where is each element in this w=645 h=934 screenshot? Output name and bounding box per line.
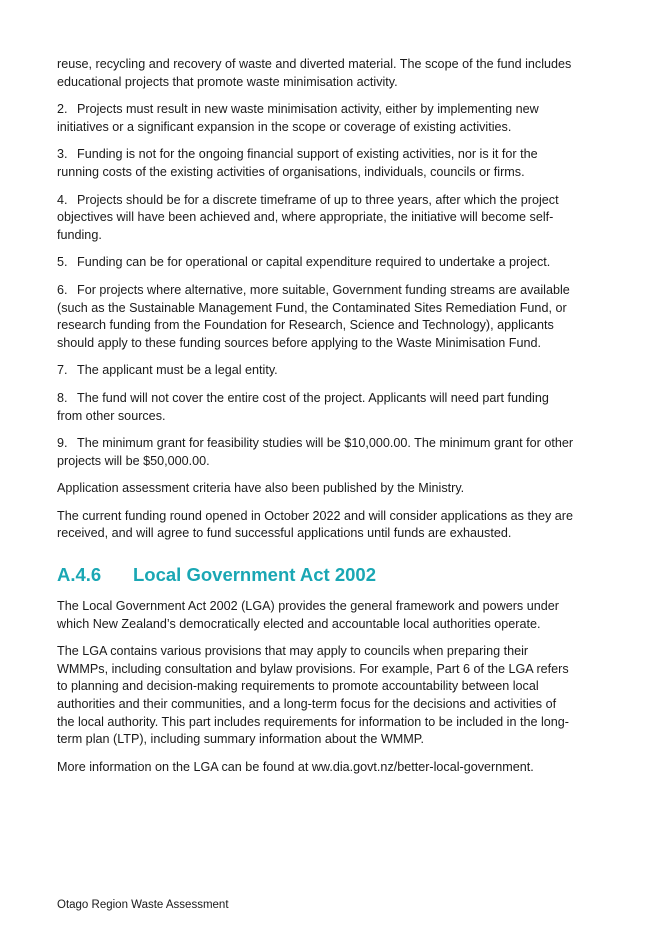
section-paragraph: The LGA contains various provisions that may apply to councils when preparing their WMMPs, including consultation and bylaw provisions. For example, Part 6 of the LGA refers to planning and decision-making requirements to promote accountability between local authorities and their communities, and a long-term focus for the decisions and activities of the local authority. This part includes requirements for information to be included in the long-term plan (LTP), including summary information about the WMMP.	[57, 644, 569, 747]
funding-round-paragraph: The current funding round opened in October 2022 and will consider applications as they are received, and will agree to fund successful applications until funds are exhausted.	[57, 508, 573, 541]
criterion-number: 2.	[57, 102, 68, 117]
intro-paragraph: reuse, recycling and recovery of waste and diverted material. The scope of the fund includes educational projects that promote waste minimisation activity.	[57, 57, 572, 89]
criterion-9	[57, 435, 577, 470]
criterion-6	[57, 282, 577, 352]
criterion-text: For projects where alternative, more suitable, Government funding streams are available (such as the Sustainable Management Fund, the Contaminated Sites Remediation Fund, or research funding from the Foundation for Research, Science and Technology), applicants should apply to these funding sources before applying to the Waste Minimisation Fund.	[57, 282, 570, 350]
criterion-7	[57, 362, 577, 380]
criterion-number: 9.	[57, 436, 68, 451]
criterion-number: 8.	[57, 390, 68, 405]
page-footer: Otago Region Waste Assessment	[57, 899, 229, 911]
document-page	[57, 56, 577, 786]
criterion-number: 4.	[57, 192, 68, 207]
criterion-text: Projects should be for a discrete timeframe of up to three years, after which the project objectives will have been achieved and, where appropriate, the initiative will become self-funding.	[57, 192, 559, 242]
section-paragraph: More information on the LGA can be found at ww.dia.govt.nz/better-local-government.	[57, 759, 534, 774]
criterion-text: The applicant must be a legal entity.	[77, 363, 278, 378]
criterion-text: Projects must result in new waste minimisation activity, either by implementing new initiatives or a significant expansion in the scope or coverage of existing activities.	[57, 102, 539, 134]
criterion-text: Funding can be for operational or capital expenditure required to undertake a project.	[77, 255, 551, 270]
criterion-3	[57, 146, 577, 181]
criterion-text: The fund will not cover the entire cost of the project. Applicants will need part funding from other sources.	[57, 390, 549, 423]
criterion-number: 7.	[57, 363, 68, 378]
criterion-text: The minimum grant for feasibility studies will be $10,000.00. The minimum grant for other projects will be $50,000.00.	[57, 436, 574, 468]
assessment-paragraph: Application assessment criteria have also been published by the Ministry.	[57, 481, 465, 496]
criterion-text: Funding is not for the ongoing financial support of existing activities, nor is it for the running costs of the existing activities of organisations, individuals, councils or firms.	[57, 147, 538, 179]
section-title: Local Government Act 2002	[133, 564, 376, 586]
criterion-number: 5.	[57, 255, 68, 270]
section-paragraph: The Local Government Act 2002 (LGA) provides the general framework and powers under which New Zealand’s democratically elected and accountable local authorities operate.	[57, 599, 559, 631]
criterion-8	[57, 390, 577, 425]
section-number: A.4.6	[57, 564, 102, 586]
criterion-number: 3.	[57, 147, 68, 162]
criterion-number: 6.	[57, 282, 68, 297]
criterion-2	[57, 101, 577, 136]
criterion-5	[57, 254, 577, 272]
criterion-4	[57, 192, 577, 245]
section-heading	[57, 564, 577, 586]
